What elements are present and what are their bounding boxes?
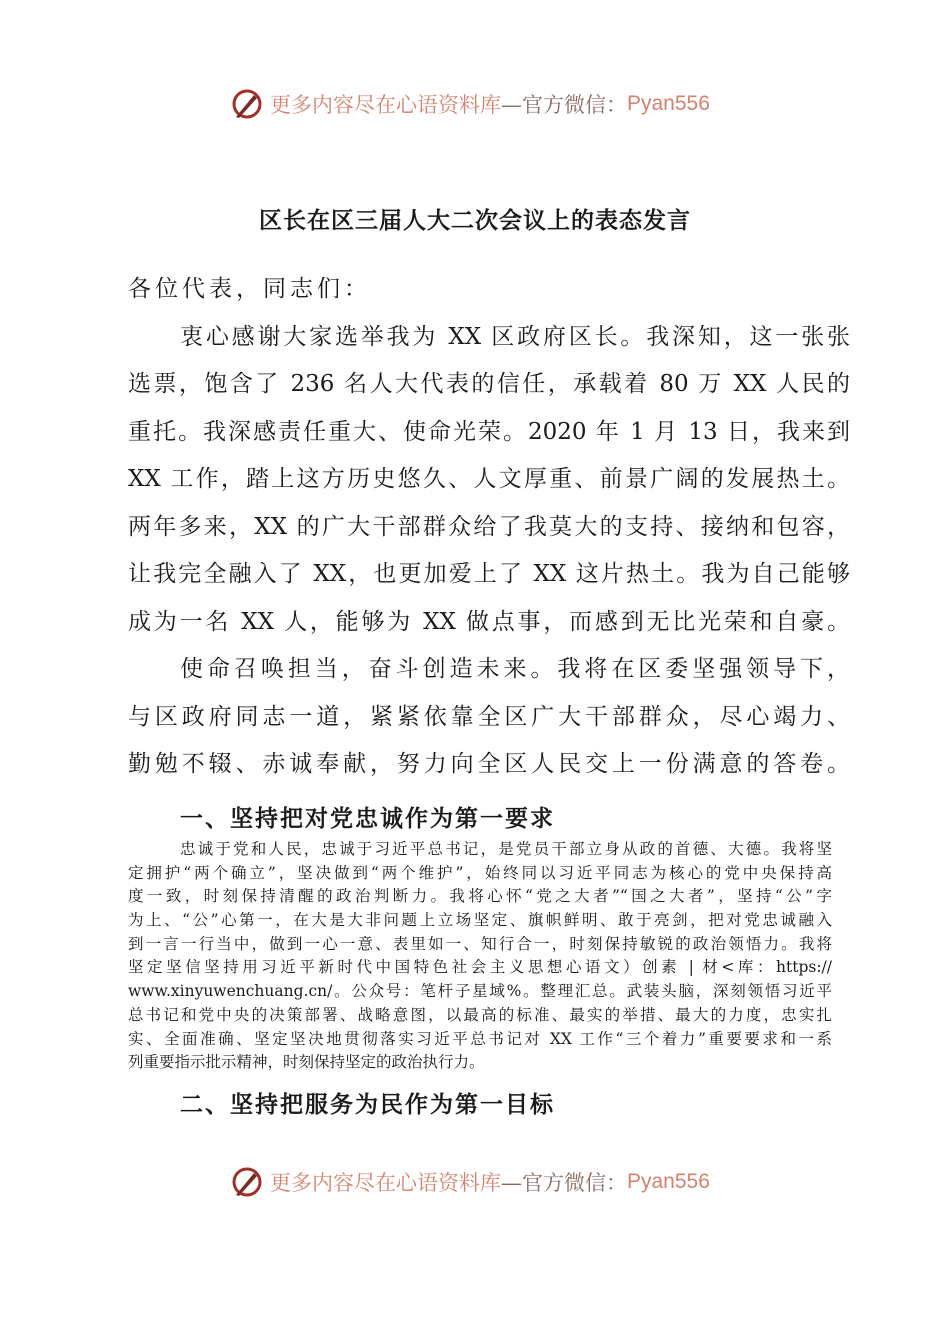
banner-account: Pyan556 — [627, 1170, 710, 1193]
text-line: 定拥护“两个确立”，坚决做到“两个维护”，始终同以习近平同志为核心的党中央保持高 — [128, 863, 832, 882]
banner-site-text: 更多内容尽在心语资料库 — [270, 93, 501, 117]
text-line: 衷心感谢大家选举我为 XX 区政府区长。我深知，这一张张 — [180, 323, 850, 350]
text-line: XX 工作，踏上这方历史悠久、人文厚重、前景广阔的发展热土。 — [128, 466, 850, 492]
text-line: 实、全面准确、坚定坚决地贯彻落实习近平总书记对 XX 工作“三个着力”重要要求和一系 — [128, 1029, 832, 1048]
pen-logo-icon — [230, 1165, 264, 1199]
text-line: 勤勉不辍、赤诚奉献，努力向全区人民交上一份满意的答卷。 — [128, 751, 850, 777]
header-banner — [230, 84, 730, 124]
text-line: www.xinyuwenchuang.cn/。公众号：笔杆子星域%。整理汇总。武装头脑，深刻领悟习近平 — [128, 982, 832, 1001]
text-line: 选票，饱含了 236 名人大代表的信任，承载着 80 万 XX 人民的 — [128, 371, 850, 397]
section-heading-2: 二、坚持把服务为民作为第一目标 — [180, 1091, 555, 1118]
page-title: 区长在区三届人大二次会议上的表态发言 — [259, 207, 691, 234]
banner-site-text: 更多内容尽在心语资料库 — [270, 1171, 501, 1195]
text-line: 到一言一行当中，做到一心一意、表里如一、知行合一，时刻保持敏锐的政治领悟力。我将 — [128, 934, 832, 953]
footer-banner — [230, 1162, 730, 1202]
text-line: 两年多来，XX 的广大干部群众给了我莫大的支持、接纳和包容， — [128, 513, 850, 540]
banner-wechat-label: —官方微信： — [501, 93, 627, 117]
text-line: 度一致，时刻保持清醒的政治判断力。我将心怀“党之大者”“国之大者”，坚持“公”字 — [128, 887, 832, 906]
text-line: 与区政府同志一道，紧紧依靠全区广大干部群众，尽心竭力、 — [128, 703, 850, 730]
text-line: 坚定坚信坚持用习近平新时代中国特色社会主义思想心语文）创素 | 材<库：https:// — [128, 958, 832, 977]
text-line: 重托。我深感责任重大、使命光荣。2020 年 1 月 13 日，我来到 — [128, 418, 850, 445]
section-heading-1: 一、坚持把对党忠诚作为第一要求 — [180, 805, 555, 832]
banner-account: Pyan556 — [627, 92, 710, 115]
section-1-body — [128, 838, 832, 1075]
text-line: 让我完全融入了 XX，也更加爱上了 XX 这片热土。我为自己能够 — [128, 561, 850, 587]
text-line: 列重要指示批示精神，时刻保持坚定的政治执行力。 — [128, 1053, 485, 1072]
body-text — [128, 266, 850, 789]
text-line: 成为一名 XX 人，能够为 XX 做点事，而感到无比光荣和自豪。 — [128, 608, 850, 635]
text-line: 总书记和党中央的决策部署、战略意图，以最高的标准、最实的举措、最大的力度，忠实扎 — [128, 1005, 832, 1024]
salutation: 各位代表，同志们： — [128, 276, 371, 302]
banner-wechat-label: —官方微信： — [501, 1171, 627, 1195]
pen-logo-icon — [230, 87, 264, 121]
text-line: 使命召唤担当，奋斗创造未来。我将在区委坚强领导下， — [180, 656, 850, 682]
text-line: 为上、“公”心第一，在大是大非问题上立场坚定、旗帜鲜明、敢于亮剑，把对党忠诚融入 — [128, 911, 832, 930]
text-line: 忠诚于党和人民，忠诚于习近平总书记，是党员干部立身从政的首德、大德。我将坚 — [180, 840, 832, 858]
